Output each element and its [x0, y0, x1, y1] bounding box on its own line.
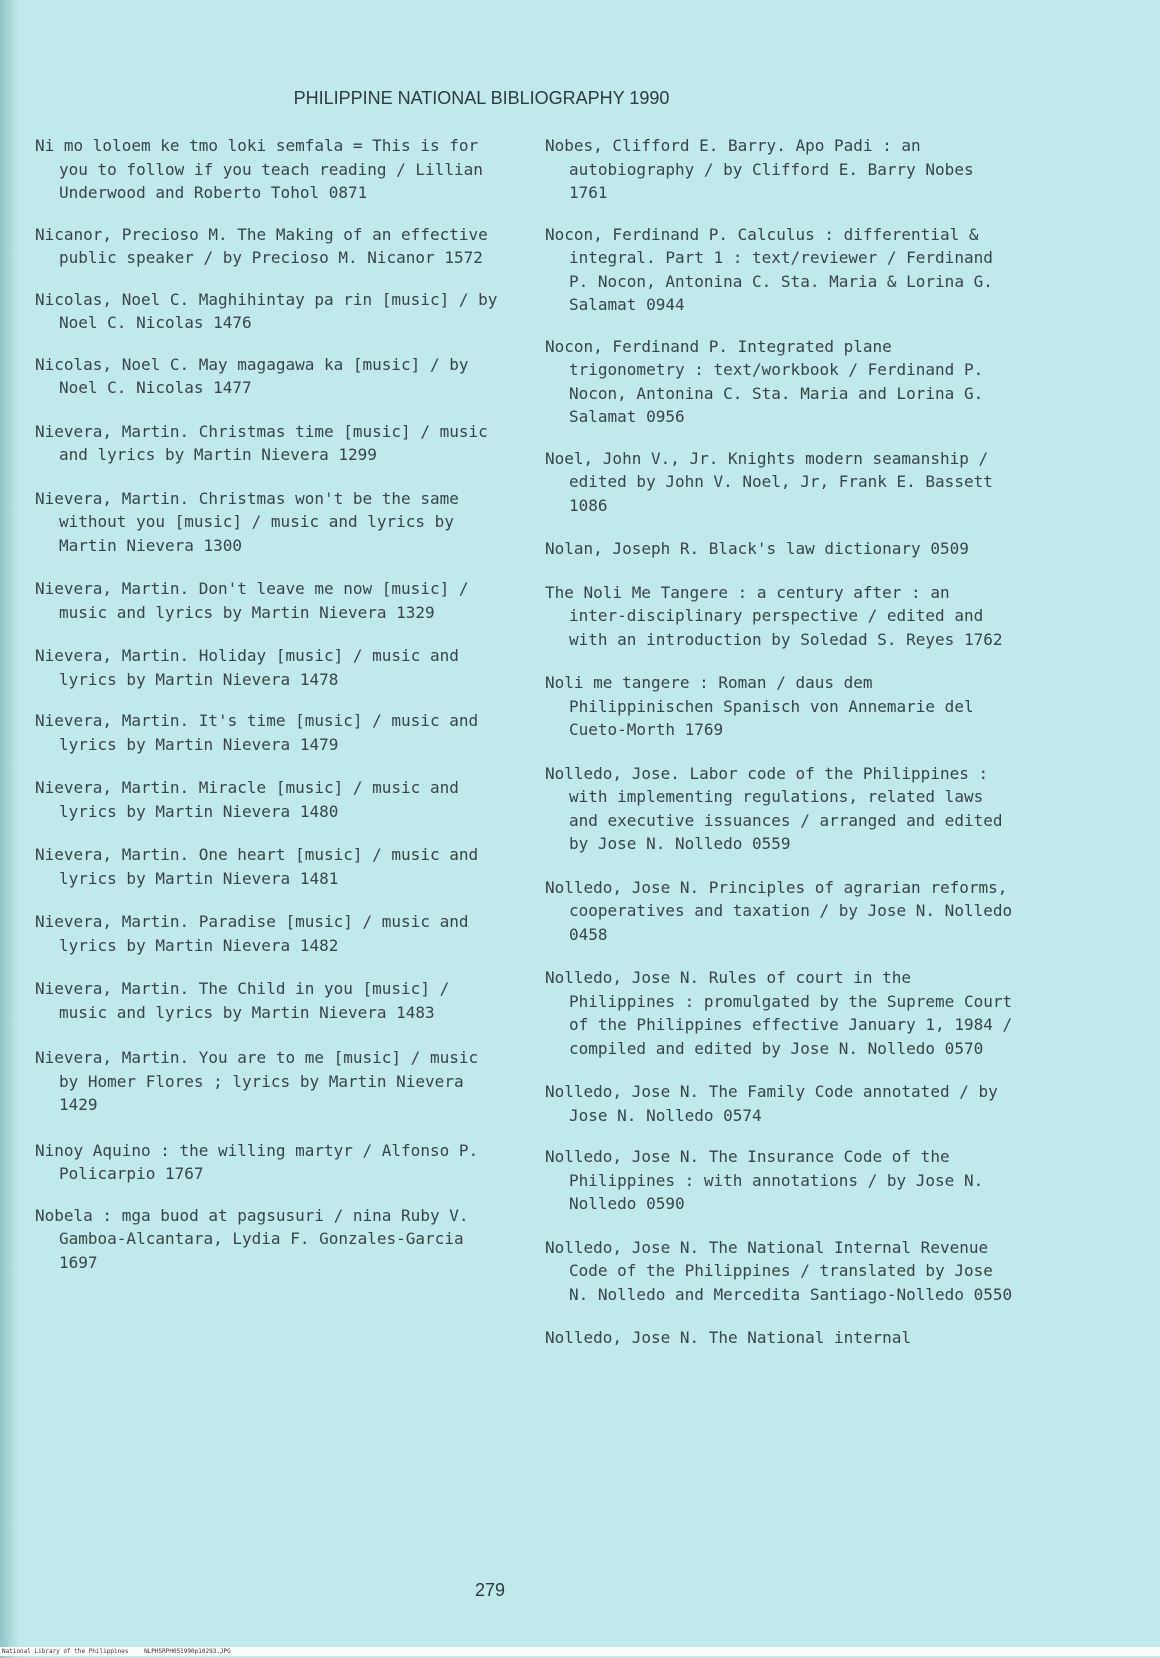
- bibliography-entry: Nievera, Martin. Don't leave me now [music] / music and lyrics by Martin Nievera 1329: [35, 579, 479, 622]
- bibliography-entry: Nievera, Martin. It's time [music] / music and lyrics by Martin Nievera 1479: [35, 711, 488, 754]
- bibliography-entry: Nolledo, Jose N. The Family Code annotated / by Jose N. Nolledo 0574: [545, 1082, 1008, 1125]
- bibliography-entry: Nievera, Martin. One heart [music] / music and lyrics by Martin Nievera 1481: [35, 845, 488, 888]
- right-column: [545, 134, 1022, 1350]
- bibliography-entry: Nocon, Ferdinand P. Calculus : differential & integral. Part 1 : text/reviewer / Ferdinand P. Nocon, Antonina C. Sta. Maria & Lorina G. Salamat 0944: [545, 224, 1003, 314]
- bibliography-entry: Nievera, Martin. Holiday [music] / music and lyrics by Martin Nievera 1478: [35, 646, 469, 689]
- bibliography-entry: Nievera, Martin. Paradise [music] / music and lyrics by Martin Nievera 1482: [35, 912, 479, 955]
- bibliography-entry: Nobes, Clifford E. Barry. Apo Padi : an autobiography / by Clifford E. Barry Nobes 1761: [545, 136, 984, 202]
- bibliography-entry: Nicolas, Noel C. May magagawa ka [music] / by Noel C. Nicolas 1477: [35, 354, 479, 397]
- bibliography-entry: Noli me tangere : Roman / daus dem Philippinischen Spanisch von Annemarie del Cueto-Morth 1769: [545, 673, 984, 739]
- bibliography-entry: Noel, John V., Jr. Knights modern seamanship / edited by John V. Noel, Jr, Frank E. Bassett 1086: [545, 448, 1003, 515]
- bibliography-entry: Nobela : mga buod at pagsusuri / nina Ruby V. Gamboa-Alcantara, Lydia F. Gonzales-Garcia 1697: [35, 1205, 479, 1272]
- bibliography-entry: Nolledo, Jose N. Principles of agrarian reforms, cooperatives and taxation / by Jose N. Nolledo 0458: [545, 877, 1022, 944]
- bibliography-entry: Nicolas, Noel C. Maghihintay pa rin [music] / by Noel C. Nicolas 1476: [35, 289, 508, 332]
- bibliography-entry: Nolan, Joseph R. Black's law dictionary 0509: [545, 539, 969, 558]
- bibliography-entry: Nievera, Martin. Miracle [music] / music and lyrics by Martin Nievera 1480: [35, 778, 469, 821]
- left-column: [35, 134, 508, 1274]
- bibliography-entry: Nolledo, Jose N. The Insurance Code of the Philippines : with annotations / by Jose N. Nolledo 0590: [545, 1147, 993, 1213]
- credit-library: National Library of the Philippines: [2, 1648, 129, 1655]
- bibliography-entry: Nievera, Martin. You are to me [music] / music by Homer Flores ; lyrics by Martin Nievera 1429: [35, 1048, 488, 1114]
- bibliography-entry: Nicanor, Precioso M. The Making of an effective public speaker / by Precioso M. Nicanor 1572: [35, 224, 498, 267]
- bibliography-entry: Nolledo, Jose N. The National Internal Revenue Code of the Philippines / translated by Jose N. Nolledo and Mercedita Santiago-Nolledo 0550: [545, 1237, 1013, 1304]
- bibliography-entry: Ninoy Aquino : the willing martyr / Alfonso P. Policarpio 1767: [35, 1140, 488, 1183]
- bibliography-entry: Nievera, Martin. Christmas won't be the same without you [music] / music and lyrics by Martin Nievera 1300: [35, 488, 469, 555]
- page-header: PHILIPPINE NATIONAL BIBLIOGRAPHY 1990: [293, 88, 670, 108]
- credit-file: NLPHSRPH051990p10293.JPG: [144, 1648, 231, 1655]
- bibliography-entry: Ni mo loloem ke tmo loki semfala = This is for you to follow if you teach reading / Lillian Underwood and Roberto Tohol 0871: [35, 136, 493, 202]
- bibliography-entry: Nievera, Martin. The Child in you [music] / music and lyrics by Martin Nievera 1483: [35, 979, 459, 1022]
- bibliography-entry: Nievera, Martin. Christmas time [music] / music and lyrics by Martin Nievera 1299: [35, 421, 498, 464]
- bibliography-entry: Nocon, Ferdinand P. Integrated plane trigonometry : text/workbook / Ferdinand P. Nocon, Antonina C. Sta. Maria and Lorina G. Salamat 0956: [545, 336, 993, 426]
- bibliography-entry: Nolledo, Jose N. The National internal: [545, 1328, 912, 1347]
- page-number: 279: [474, 1580, 506, 1600]
- scan-credit: [0, 1647, 1160, 1656]
- bibliography-entry: The Noli Me Tangere : a century after : an inter-disciplinary perspective / edited and with an introduction by Soledad S. Reyes 1762: [545, 582, 1003, 649]
- bibliography-entry: Nolledo, Jose N. Rules of court in the Philippines : promulgated by the Supreme Court of the Philippines effective January 1, 1984 / compiled and edited by Jose N. Nolledo 0570: [545, 968, 1022, 1058]
- bibliography-entry: Nolledo, Jose. Labor code of the Philippines : with implementing regulations, related laws and executive issuances / arranged and edited by Jose N. Nolledo 0559: [545, 763, 1013, 853]
- book-spine-shadow: [0, 0, 20, 1658]
